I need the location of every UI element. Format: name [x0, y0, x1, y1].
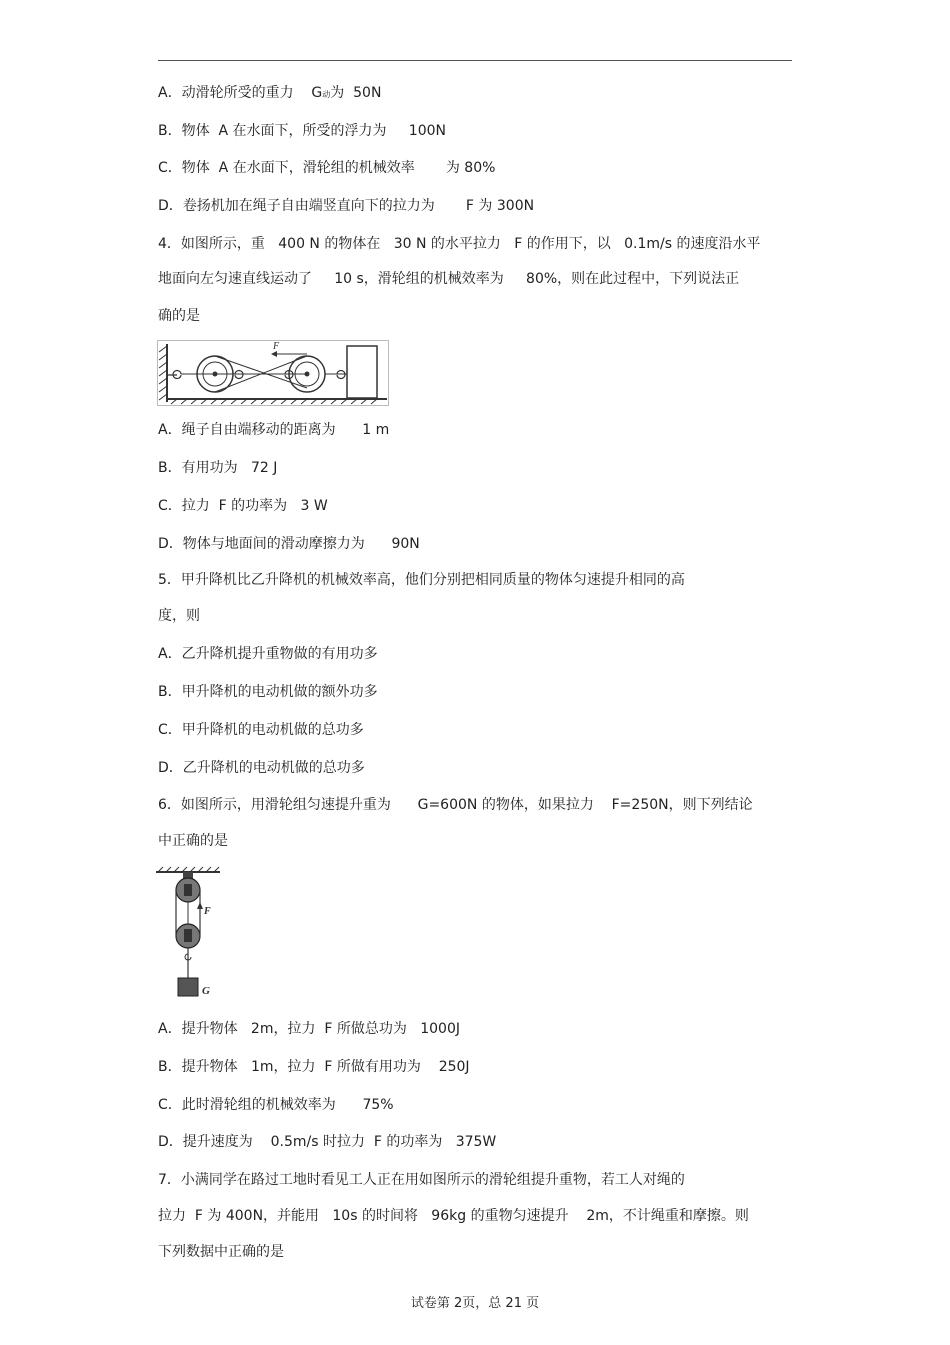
q5-option-b: B．甲升降机的电动机做的额外功多	[158, 684, 378, 700]
header-rule	[158, 60, 792, 61]
q6-pulley-figure	[156, 866, 226, 1000]
q3-option-b: B．物体 A 在水面下，所受的浮力为 100N	[158, 123, 446, 139]
q5-stem-line-2: 度，则	[158, 608, 200, 624]
q6-option-d: D．提升速度为 0.5m/s 时拉力 F 的功率为 375W	[158, 1134, 497, 1150]
q6-option-c: C．此时滑轮组的机械效率为 75%	[158, 1097, 394, 1113]
q4-stem-line-2: 地面向左匀速直线运动了 10 s，滑轮组的机械效率为 80%，则在此过程中，下列说法正	[158, 271, 740, 287]
q6-option-b: B．提升物体 1m，拉力 F 所做有用功为 250J	[158, 1059, 470, 1075]
q4-stem-line-3: 确的是	[158, 308, 200, 324]
q4-stem-line-1: 4．如图所示，重 400 N 的物体在 30 N 的水平拉力 F 的作用下，以 0.1m/s 的速度沿水平	[158, 236, 761, 252]
q3-option-a	[158, 84, 381, 104]
page-footer: 试卷第 2页，总 21 页	[410, 1296, 540, 1311]
q5-stem-line-1: 5．甲升降机比乙升降机的机械效率高，他们分别把相同质量的物体匀速提升相同的高	[158, 572, 685, 588]
q3-option-a-subscript: 动	[322, 90, 331, 99]
q4-option-c: C．拉力 F 的功率为 3 W	[158, 498, 328, 514]
q4-figure-force-label: F	[273, 341, 280, 352]
q7-stem-line-2: 拉力 F 为 400N，并能用 10s 的时间将 96kg 的重物匀速提升 2m，不计绳重和摩擦。则	[158, 1208, 749, 1224]
q5-option-c: C．甲升降机的电动机做的总功多	[158, 722, 364, 738]
q5-option-d: D．乙升降机的电动机做的总功多	[158, 760, 365, 776]
q3-option-a-value: 为 50N	[330, 85, 382, 101]
q4-option-d: D．物体与地面间的滑动摩擦力为 90N	[158, 536, 420, 552]
q6-figure-weight-label: G	[202, 985, 210, 997]
q6-option-a: A．提升物体 2m，拉力 F 所做总功为 1000J	[158, 1021, 460, 1037]
q4-option-a: A．绳子自由端移动的距离为 1 m	[158, 422, 390, 438]
q6-stem-line-2: 中正确的是	[158, 833, 228, 849]
q3-option-d: D．卷扬机加在绳子自由端竖直向下的拉力为 F 为 300N	[158, 198, 535, 214]
q7-stem-line-1: 7．小满同学在路过工地时看见工人正在用如图所示的滑轮组提升重物，若工人对绳的	[158, 1172, 685, 1188]
q4-option-b: B．有用功为 72 J	[158, 460, 278, 476]
q7-stem-line-3: 下列数据中正确的是	[158, 1244, 284, 1260]
q6-stem-line-1: 6．如图所示，用滑轮组匀速提升重为 G=600N 的物体，如果拉力 F=250N，则下列结论	[158, 797, 753, 813]
q5-option-a: A．乙升降机提升重物做的有用功多	[158, 646, 378, 662]
q4-pulley-figure	[157, 340, 389, 406]
q3-option-c: C．物体 A 在水面下，滑轮组的机械效率 为 80%	[158, 160, 496, 176]
q3-option-a-text: A．动滑轮所受的重力 G	[158, 85, 323, 101]
q6-figure-force-label: F	[204, 906, 211, 917]
